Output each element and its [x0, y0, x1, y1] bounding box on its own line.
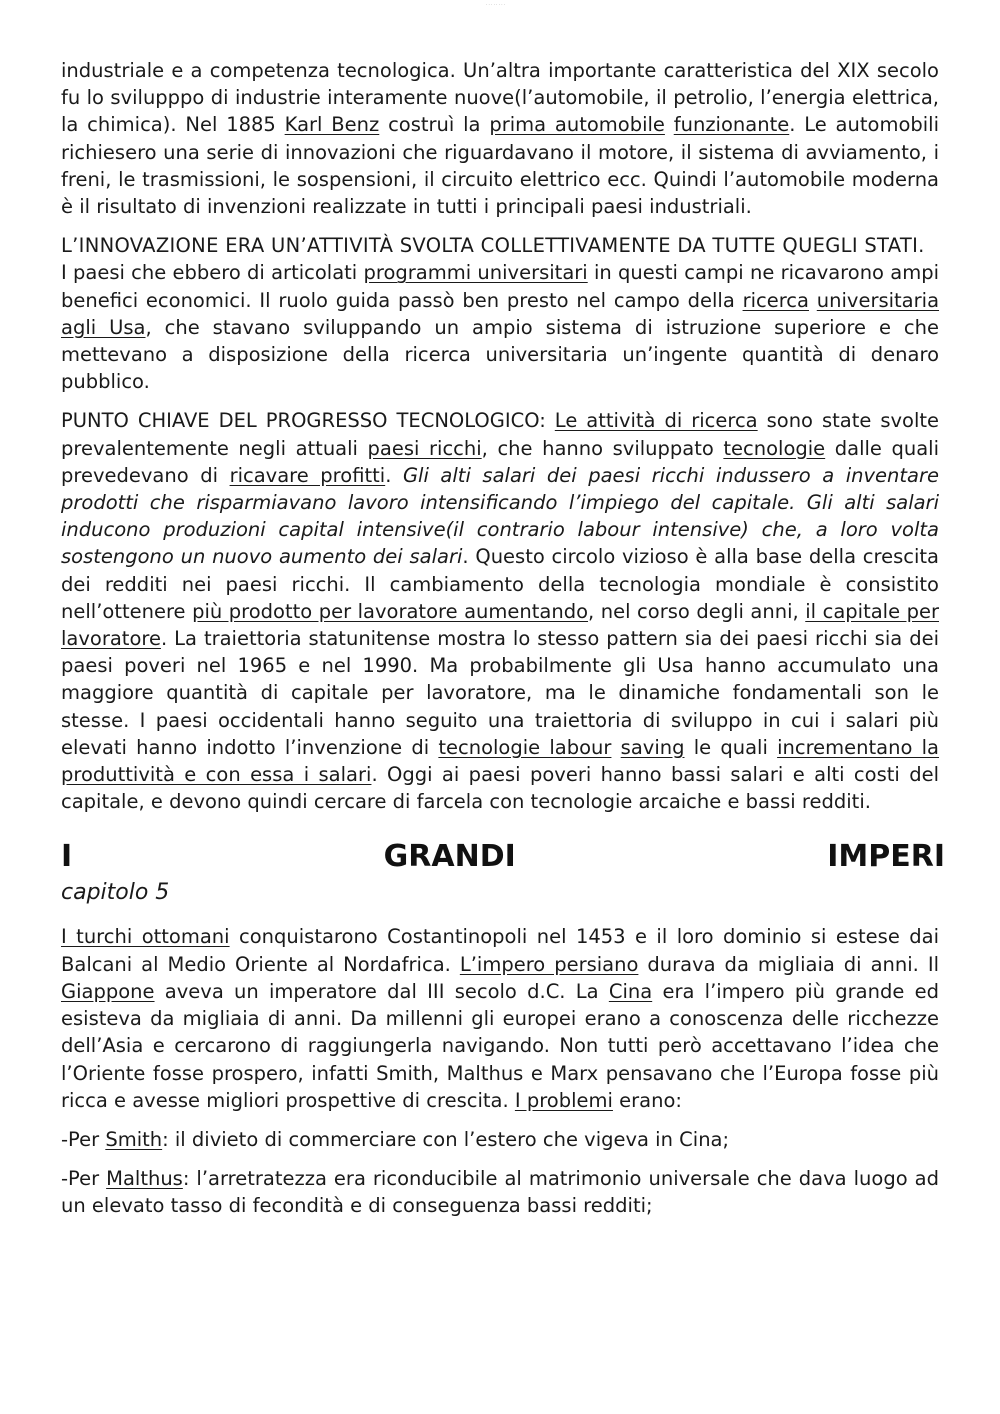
text-run	[809, 289, 817, 312]
document-body	[61, 57, 945, 1232]
text-run: . La traiettoria statunitense mostra lo stesso pattern sia dei paesi ricchi sia dei paesi poveri nel 1965 e nel 1990. Ma probabilmente gli Usa hanno accumulato una maggiore quantità di capitale per lavoratore, ma le dinamiche fondamentali son le stesse. I paesi occidentali hanno seguito una traiettoria di sviluppo in cui i salari più elevati hanno indotto l’invenzione di	[61, 627, 939, 759]
text-run: costruì la	[379, 113, 490, 137]
underlined-run: più prodotto per lavoratore aumentando	[192, 599, 589, 623]
text-run: durava da migliaia di anni. Il	[638, 952, 940, 976]
underlined-run: Le attività di ricerca	[554, 409, 758, 433]
underlined-run: incrementano la produttività e con essa i salari	[61, 735, 940, 787]
paragraph-technological-progress	[61, 407, 939, 815]
text-run: PUNTO CHIAVE DEL PROGRESSO TECNOLOGICO:	[61, 409, 555, 433]
underlined-run: I turchi ottomani	[61, 925, 230, 949]
text-run: . Questo circolo vizioso è alla base della crescita dei redditi nei paesi ricchi. Il cambiamento della tecnologia mondiale è consistito nell’ottenere	[61, 545, 939, 623]
underlined-run: saving	[620, 735, 685, 759]
underlined-run: tecnologie	[723, 436, 826, 460]
header-mark: · · · · · · · ·	[486, 2, 506, 7]
text-run: : l’arretratezza era riconducibile al matrimonio universale che dava luogo ad un elevato tasso di fecondità e di conseguenza bassi redditi;	[61, 1167, 939, 1218]
underlined-run: Giappone	[61, 979, 155, 1003]
heading-word: I	[61, 839, 73, 875]
underlined-run: ricerca	[742, 288, 809, 312]
underlined-run: ricavare profitti	[229, 463, 386, 487]
text-run: , nel corso degli anni,	[588, 599, 806, 623]
underlined-run: L’impero persiano	[459, 952, 639, 976]
text-run: , che stavano sviluppando un ampio sistema di istruzione superiore e che mettevano a disposizione della ricerca universitaria un’ingente quantità di denaro pubblico.	[61, 315, 939, 394]
text-run: conquistarono Costantinopoli nel 1453 e il loro dominio si estese dai Balcani al Medio Oriente al Nordafrica.	[61, 925, 939, 976]
underlined-run: Cina	[608, 979, 653, 1003]
text-run: : il divieto di commerciare con l’estero che vigeva in Cina;	[162, 1127, 730, 1151]
text-run: -Per	[61, 1167, 107, 1191]
text-run: . Oggi ai paesi poveri hanno bassi salari e alti costi del capitale, e devono quindi cercare di farcela con tecnologie arcaiche e bassi redditi.	[61, 763, 939, 814]
text-run: aveva un imperatore dal III secolo d.C. La	[154, 979, 609, 1003]
underlined-run: paesi ricchi	[367, 436, 482, 460]
heading-word: GRANDI	[383, 839, 516, 875]
paragraph-universities	[61, 259, 939, 395]
italic-run: Gli alti salari dei paesi ricchi indussero a inventare prodotti che risparmiavano lavoro intensificando l’impiego del capitale. Gli alti salari inducono produzioni capital intensive(il contrario labour intensive) che, a loro volta sostengono un nuovo aumento dei salari	[61, 463, 939, 569]
text-run: industriale e a competenza tecnologica. Un’altra importante caratteristica del XIX secolo fu lo svilupppo di industrie interamente nuove(l’automobile, il petrolio, l’energia elettrica, la chimica). Nel 1885	[61, 59, 939, 137]
paragraph-smith	[61, 1126, 939, 1153]
underlined-run: Karl Benz	[284, 113, 380, 137]
underlined-run: I problemi	[514, 1088, 613, 1112]
text-run: , che hanno sviluppato	[481, 436, 724, 460]
paragraph-empires	[61, 923, 939, 1113]
underlined-run: Malthus	[106, 1167, 183, 1191]
underlined-run: universitaria agli Usa	[61, 288, 940, 339]
underlined-run: il capitale per lavoratore	[61, 599, 939, 651]
text-run: dalle quali prevedevano di	[61, 436, 939, 487]
text-run: -Per	[61, 1127, 106, 1151]
text-run: I paesi che ebbero di articolati	[61, 261, 364, 285]
text-run: .	[385, 463, 403, 487]
heading-word: IMPERI	[827, 839, 945, 875]
text-run: le quali	[684, 735, 778, 759]
underlined-run: programmi universitari	[363, 261, 588, 285]
text-run	[665, 113, 674, 136]
paragraph-innovation-caps: L’INNOVAZIONE ERA UN’ATTIVITÀ SVOLTA COLLETTIVAMENTE DA TUTTE QUEGLI STATI.	[61, 234, 925, 258]
underlined-run: prima automobile	[489, 113, 665, 137]
underlined-run: tecnologie labour	[438, 735, 612, 759]
paragraph-automobile	[61, 57, 939, 220]
chapter-heading	[61, 837, 945, 877]
text-run: . Le automobili richiesero una serie di innovazioni che riguardavano il motore, il sistema di avviamento, i freni, le trasmissioni, le sospensioni, il circuito elettrico ecc. Quindi l’automobile moderna è il risultato di invenzioni realizzate in tutti i principali paesi industriali.	[61, 113, 940, 219]
text-run: in questi campi ne ricavarono ampi benefici economici. Il ruolo guida passò ben presto nel campo della	[61, 261, 939, 312]
text-run: erano:	[612, 1088, 682, 1112]
text-run	[611, 736, 620, 759]
underlined-run: Smith	[105, 1127, 163, 1151]
text-run: era l’impero più grande ed esisteva da migliaia di anni. Da millenni gli europei erano a conoscenza delle ricchezze dell’Asia e cercarono di raggiungerla navigando. Non tutti però accettavano l’idea che l’Oriente fosse prospero, infatti Smith, Malthus e Marx pensavano che l’Europa fosse più ricca e avesse migliori prospettive di crescita.	[61, 979, 939, 1112]
paragraph-malthus	[61, 1165, 939, 1219]
chapter-subheading: capitolo 5	[61, 880, 170, 906]
underlined-run: funzionante	[673, 113, 790, 137]
text-run: sono state svolte prevalentemente negli attuali	[61, 409, 940, 460]
